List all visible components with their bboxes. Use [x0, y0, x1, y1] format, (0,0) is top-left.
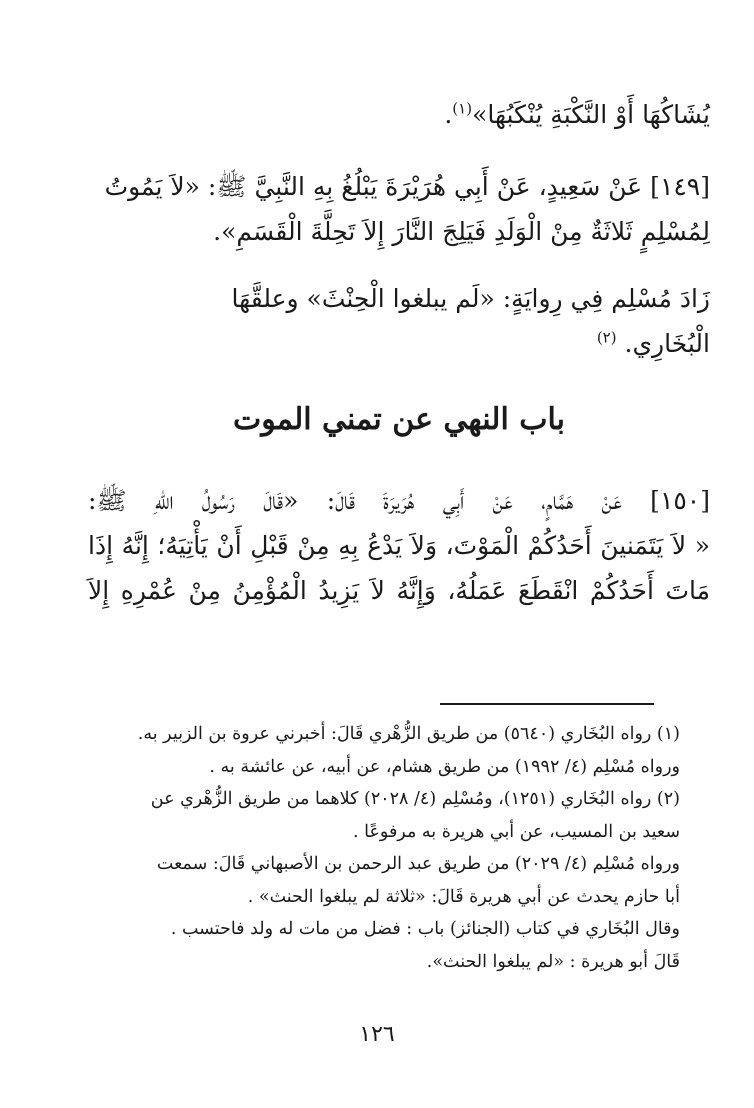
hadith-149 [88, 164, 710, 254]
text-line: [١٤٩] عَنْ سَعِيدٍ، عَنْ أَبِي هُرَيْرَةَ يَبْلُغُ بِهِ النَّبِيَّ ﷺ: «لاَ يَمُوتُ [104, 172, 710, 201]
page-number: ١٢٦ [359, 1022, 395, 1047]
footnote-line: (٢) رواه البُخَاري (١٢٥١)، ومُسْلِم (٤/ ٢٠٢٨) كلاهما من طريق الزُّهْري عن [150, 789, 680, 809]
chapter-heading: باب النهي عن تمني الموت [233, 402, 565, 437]
text-line: لِمُسْلِمٍ ثَلاثَةٌ مِنْ الْوَلَدِ فَيَلِجَ النَّارَ إِلاَ تَحِلَّةَ الْقَسَمِ». [213, 217, 710, 246]
text-segment: . [444, 100, 453, 129]
footnote-line: (١) رواه البُخَاري (٥٦٤٠) من طريق الزُّهْري قَالَ: أخبرني عروة بن الزبير به. [137, 724, 680, 744]
text-line [88, 92, 710, 137]
footnote-reference: (٢) [596, 328, 617, 347]
hadith-continuation [88, 92, 710, 137]
text-line: [١٥٠] عَنْ هَمَّامٍ، عَنْ أَبِي هُرَيرَةَ قَالَ: «قَالَ رَسُولُ اللهِ ﷺ: [88, 486, 710, 515]
footnote-reference: (١) [452, 99, 473, 118]
footnote-line: ورواه مُسْلِم (٤/ ٢٠٢٩) من طريق عبد الرحمن بن الأصبهاني قَالَ: سمعت [156, 854, 680, 874]
text-line [88, 321, 710, 366]
footnote-line: سعيد بن المسيب، عن أبي هريرة به مرفوعًا . [353, 821, 680, 842]
hadith-149-addition [88, 276, 710, 366]
footnote-line: أبا حازم يحدث عن أبي هريرة قَالَ: «ثلاثة لم يبلغوا الحنث» . [247, 886, 680, 907]
hadith-150 [88, 478, 710, 613]
footnotes [80, 718, 680, 978]
footnote-separator [440, 703, 654, 705]
text-line: مَاتَ أَحَدُكُمْ انْقَطَعَ عَمَلُهُ، وَإِنَّهُ لاَ يَزِيدُ الْمُؤْمِنُ مِنْ عُمْرِهِ إِلاَ [88, 576, 710, 605]
text-segment: الْبُخَارِي. [624, 329, 710, 358]
text-line: زَادَ مُسْلِم فِي رِوايَةٍ: «لَم يبلغوا الْحِنْثَ» وعلقَّهَا [231, 284, 710, 313]
footnote-line: قَالَ أبو هريرة : «لم يبلغوا الحنث». [426, 951, 680, 972]
text-segment: يُشَاكُهَا أَوْ النَّكْبَةِ يُنْكَبُهَا» [472, 100, 710, 129]
footnote-line: ورواه مُسْلِم (٤/ ١٩٩٢) من طريق هشام، عن أبيه، عن عائشة به . [209, 756, 680, 777]
footnote-line: وقال البُخَاري في كتاب (الجنائز) باب : فضل من مات له ولد فاحتسب . [170, 919, 680, 939]
text-line: « لاَ يَتَمَنينَ أَحَدُكُمْ الْمَوْتَ، وَلاَ يَدْعُ بِهِ مِنْ قَبْلِ أَنْ يَأْتِيَهُ؛ إِنَّهُ إِذَا [88, 531, 710, 560]
